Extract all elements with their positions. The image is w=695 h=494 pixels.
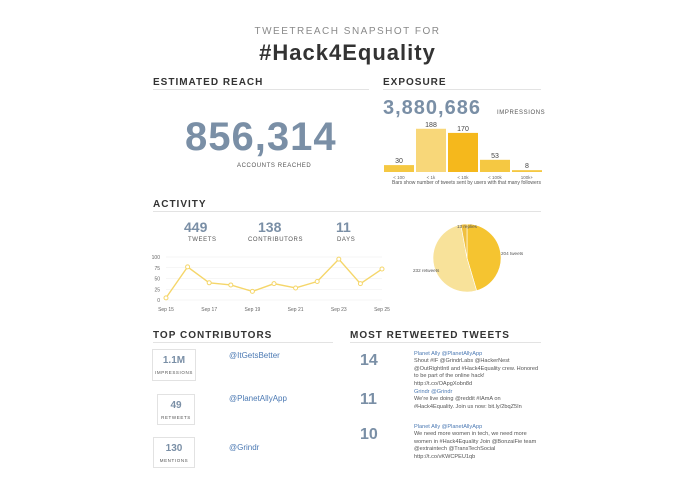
tweets-label: TWEETS [188,237,217,243]
x-tick-label: Sep 25 [374,307,390,313]
x-tick-label: Sep 15 [158,307,174,313]
tweet-body: Shout #IF @GrindrLabs @HackerNest @OutRightIntl and #Hack4Equality crew. Honored to be part of the online hack! http://t.co/OApgXobn8d [414,358,539,387]
tweet-author[interactable]: Grindr @Grindr [414,389,453,395]
exposure-bar [512,170,542,172]
exposure-bar-category: < 100k [488,175,502,180]
exposure-bar-value: 8 [525,163,529,171]
exposure-bar-value: 30 [395,158,403,166]
activity-point [207,281,211,285]
x-tick-label: Sep 21 [287,307,304,313]
activity-point [229,283,233,287]
retweet-count: 10 [360,426,378,443]
exposure-bar [384,165,414,172]
impressions-label: IMPRESSIONS [497,110,546,116]
exposure-bar-category: < 100 [393,175,405,180]
x-tick-label: Sep 19 [244,307,261,313]
exposure-bar-category: 100k+ [520,175,534,180]
activity-point [164,296,168,300]
contributor-stat-value: 130 [165,443,183,454]
estimated-reach-title: ESTIMATED REACH [153,77,264,88]
contributor-stat-label: MENTIONS [159,458,189,463]
y-tick-label: 25 [154,287,160,294]
contributor-stat-box [157,394,195,425]
activity-title: ACTIVITY [153,199,207,210]
tweet-body: We need more women in tech, we need more women in #Hack4Equality Join @BonzaiFie team @extraintech @TransTechSocial http://t.co/vKWCPEU1qb [414,431,537,460]
activity-pie-chart [405,218,545,296]
contributors-label: CONTRIBUTORS [248,237,304,243]
top-contributors-rule [153,342,333,343]
estimated-reach-rule [153,89,369,90]
days-value: 11 [336,219,351,235]
y-tick-label: 0 [157,298,160,304]
top-contributors-title: TOP CONTRIBUTORS [153,330,273,341]
y-tick-label: 100 [151,255,160,261]
x-tick-label: Sep 23 [330,307,347,313]
activity-rule [153,211,541,212]
contributor-handle[interactable]: @ItGetsBetter [229,351,280,360]
contributors-value: 138 [258,219,282,235]
reach-label: ACCOUNTS REACHED [237,163,312,169]
contributor-stat-value: 1.1M [162,355,186,366]
reach-value: 856,314 [185,115,337,159]
exposure-rule [383,89,541,90]
y-tick-label: 75 [154,265,160,272]
exposure-title: EXPOSURE [383,77,447,88]
activity-point [380,267,384,271]
header-kicker: TWEETREACH SNAPSHOT FOR [254,26,441,37]
contributor-handle[interactable]: @Grindr [229,443,260,452]
contributor-stat-box [153,437,195,468]
tweet-item[interactable] [414,351,542,388]
activity-point [294,286,298,290]
contributor-handle[interactable]: @PlanetAllyApp [229,394,287,403]
pie-slice-label: 13 replies [457,224,477,229]
exposure-bar-category: < 10k [457,175,469,180]
activity-point [250,289,254,293]
x-tick-label: Sep 17 [201,307,218,313]
exposure-bar-value: 53 [491,152,499,160]
retweet-count: 11 [360,391,377,408]
tweet-author[interactable]: Planet Ally @PlanetAllyApp [414,351,483,357]
activity-point [337,257,341,261]
activity-point [272,282,276,286]
tweet-item[interactable] [414,389,542,411]
contributor-stat-label: RETWEETS [161,415,191,420]
contributor-stat-box [152,349,196,381]
exposure-bar-category: < 1k [426,175,436,180]
y-tick-label: 50 [154,276,160,283]
hashtag-title: #Hack4Equality [259,40,436,65]
contributor-stat-value: 49 [170,400,182,411]
tweet-body: We're live doing @reddit #IAmA on #Hack4Equality. Join us now: bit.ly/2bqZ5In [414,396,522,410]
pie-slice-label: 204 tweets [501,251,524,256]
contributor-stat-label: IMPRESSIONS [155,370,193,375]
retweet-count: 14 [360,352,378,369]
exposure-bar-chart [378,118,546,186]
activity-point [186,265,190,269]
activity-point [358,282,362,286]
tweet-author[interactable]: Planet Ally @PlanetAllyApp [414,424,483,430]
exposure-bar-value: 170 [457,125,469,133]
activity-line-chart [146,252,396,318]
exposure-bar [448,133,478,172]
exposure-bar [416,129,446,172]
most-retweeted-title: MOST RETWEETED TWEETS [350,330,510,341]
days-label: DAYS [337,237,356,243]
tweet-item[interactable] [414,424,542,461]
exposure-bar [480,160,510,172]
activity-point [315,280,319,284]
exposure-note: Bars show number of tweets sent by users with that many followers [392,180,541,186]
pie-slice-label: 232 retweets [413,268,440,273]
tweets-value: 449 [184,219,208,235]
exposure-bar-value: 188 [425,121,437,129]
most-retweeted-rule [350,342,541,343]
impressions-value: 3,880,686 [383,97,481,119]
